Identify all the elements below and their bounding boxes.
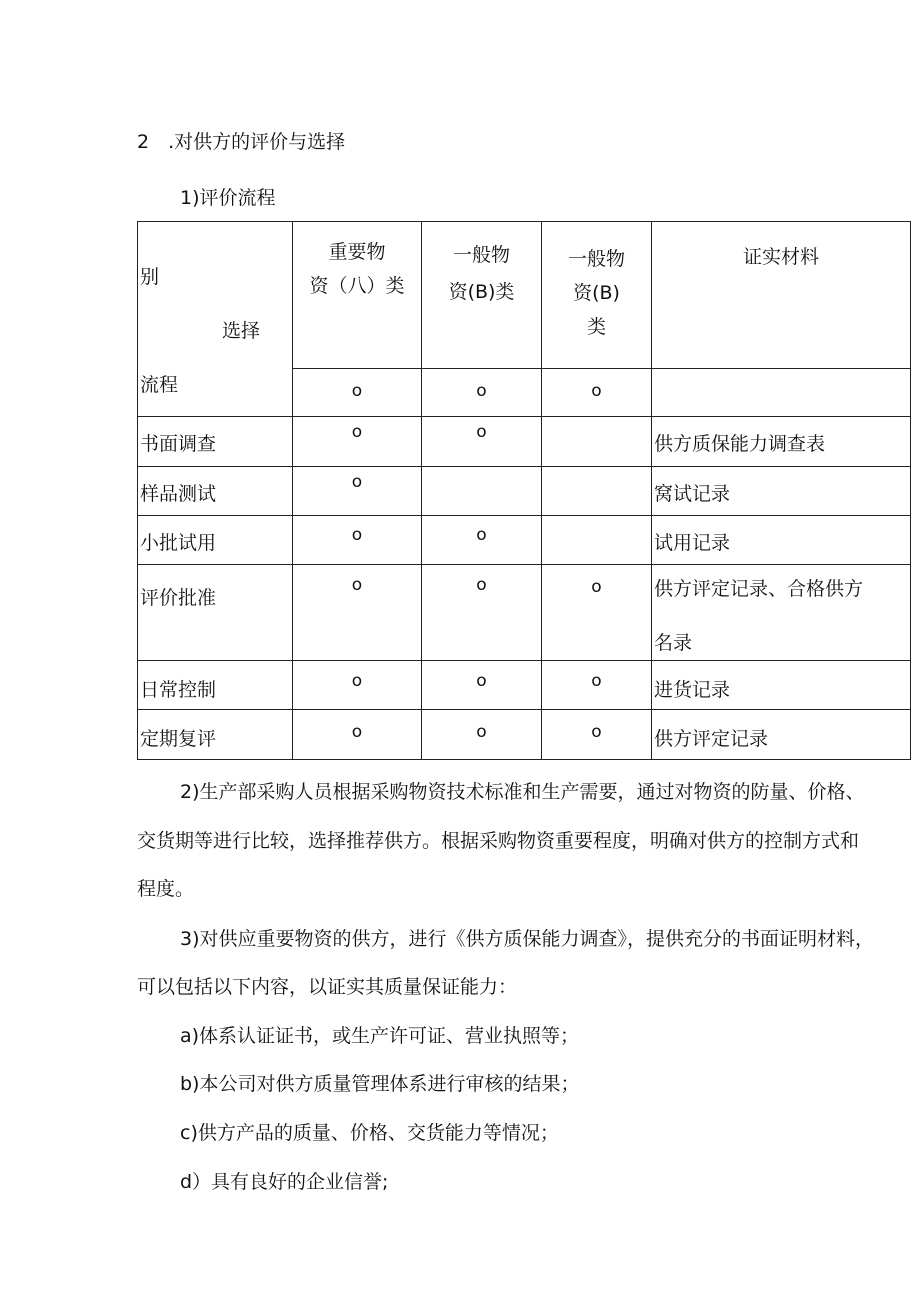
corner-top-label: 别 bbox=[140, 266, 160, 288]
table-cell bbox=[542, 516, 652, 565]
section-heading: 2 .对供方的评价与选择 bbox=[137, 131, 346, 153]
row-label-cell bbox=[138, 565, 293, 661]
col-header-line: 资(B) bbox=[573, 282, 620, 304]
table-cell bbox=[542, 565, 652, 661]
col-header-line: 类 bbox=[586, 316, 606, 338]
row-label: 书面调查 bbox=[140, 433, 217, 455]
table-cell bbox=[422, 516, 542, 565]
table-cell bbox=[293, 565, 422, 661]
evidence-cell bbox=[652, 661, 911, 710]
row-label-cell bbox=[138, 661, 293, 710]
table-cell bbox=[293, 516, 422, 565]
row-label-cell bbox=[138, 467, 293, 516]
col-header-line: 重要物 bbox=[328, 241, 386, 263]
table-cell bbox=[422, 661, 542, 710]
evidence-text: 供方评定记录、合格供方 bbox=[654, 578, 864, 600]
row-label-cell bbox=[138, 417, 293, 467]
list-item: b)本公司对供方质量管理体系进行审核的结果； bbox=[180, 1073, 580, 1095]
evidence-cell bbox=[652, 516, 911, 565]
table-row bbox=[138, 661, 911, 710]
evaluation-process-table bbox=[137, 221, 911, 760]
evidence-cell bbox=[652, 710, 911, 760]
row-label: 小批试用 bbox=[140, 532, 217, 554]
row-label: 样品测试 bbox=[140, 483, 217, 505]
check-mark: o bbox=[351, 525, 363, 545]
evidence-cell bbox=[652, 565, 911, 661]
table-cell bbox=[422, 368, 542, 416]
evidence-text: 窝试记录 bbox=[654, 483, 731, 505]
table-cell bbox=[293, 417, 422, 467]
table-row bbox=[138, 516, 911, 565]
list-item: c)供方产品的质量、价格、交货能力等情况； bbox=[180, 1122, 559, 1144]
list-item: d）具有良好的企业信誉; bbox=[180, 1171, 389, 1193]
table-cell bbox=[542, 710, 652, 760]
table-row bbox=[138, 417, 911, 467]
check-mark: o bbox=[351, 671, 363, 691]
check-mark: o bbox=[476, 525, 487, 545]
col-header-general-2 bbox=[542, 222, 652, 369]
check-mark: o bbox=[591, 380, 602, 401]
evidence-text: 试用记录 bbox=[654, 532, 731, 554]
col-header-line: 资（八）类 bbox=[309, 275, 405, 297]
paragraph-3-line-2: 可以包括以下内容，以证实其质量保证能力： bbox=[137, 976, 518, 998]
corner-mid-label: 选择 bbox=[222, 320, 261, 342]
table-row bbox=[138, 710, 911, 760]
evidence-text: 名录 bbox=[654, 632, 693, 654]
table-header-row bbox=[138, 222, 911, 369]
check-mark: o bbox=[591, 577, 602, 597]
paragraph-2-line-3: 程度。 bbox=[137, 878, 195, 900]
evidence-cell bbox=[652, 467, 911, 516]
check-mark: o bbox=[351, 380, 363, 401]
col-header-general-1 bbox=[422, 222, 542, 369]
row-label-cell bbox=[138, 516, 293, 565]
row-label: 日常控制 bbox=[140, 679, 217, 701]
table-cell bbox=[542, 417, 652, 467]
evidence-text: 供方质保能力调查表 bbox=[654, 433, 826, 455]
col-header-line: 证实材料 bbox=[742, 246, 819, 268]
check-mark: o bbox=[351, 722, 363, 742]
list-item: a)体系认证证书，或生产许可证、营业执照等； bbox=[180, 1025, 580, 1047]
check-mark: o bbox=[591, 722, 602, 742]
row-label: 评价批准 bbox=[140, 587, 217, 609]
table-cell bbox=[422, 417, 542, 467]
col-header-important bbox=[293, 222, 422, 369]
table-cell bbox=[422, 710, 542, 760]
row-label-cell bbox=[138, 710, 293, 760]
table-cell bbox=[542, 661, 652, 710]
table-cell bbox=[542, 467, 652, 516]
check-mark: o bbox=[351, 422, 363, 442]
check-mark: o bbox=[476, 722, 487, 742]
table-row bbox=[138, 467, 911, 516]
table-cell bbox=[422, 467, 542, 516]
table-cell bbox=[542, 368, 652, 416]
check-mark: o bbox=[591, 671, 602, 691]
col-header-evidence bbox=[652, 222, 911, 369]
corner-cell bbox=[138, 222, 293, 417]
table-row bbox=[138, 565, 911, 661]
table-cell bbox=[293, 467, 422, 516]
table-cell bbox=[422, 565, 542, 661]
check-mark: o bbox=[476, 422, 487, 442]
evidence-cell bbox=[652, 417, 911, 467]
check-mark: o bbox=[476, 575, 487, 595]
paragraph-2-line-1: 2)生产部采购人员根据采购物资技术标准和生产需要，通过对物资的防量、价格、 bbox=[180, 781, 865, 803]
col-header-line: 一般物 bbox=[567, 248, 625, 270]
row-label: 定期复评 bbox=[140, 728, 217, 750]
check-mark: o bbox=[476, 380, 487, 401]
table-cell bbox=[293, 661, 422, 710]
evidence-text: 供方评定记录 bbox=[654, 728, 769, 750]
paragraph-2-line-2: 交货期等进行比较，选择推荐供方。根据采购物资重要程度，明确对供方的控制方式和 bbox=[137, 830, 860, 852]
evidence-text: 进货记录 bbox=[654, 679, 731, 701]
check-mark: o bbox=[476, 671, 487, 691]
col-header-line: 资(B)类 bbox=[448, 281, 515, 303]
table-cell bbox=[293, 368, 422, 416]
subheading-evaluation-process: 1)评价流程 bbox=[180, 187, 276, 209]
table-cell bbox=[652, 368, 911, 416]
check-mark: o bbox=[351, 472, 363, 492]
paragraph-3-line-1: 3)对供应重要物资的供方，进行《供方质保能力调查》，提供充分的书面证明材料， bbox=[180, 928, 875, 950]
col-header-line: 一般物 bbox=[452, 244, 510, 266]
table-cell bbox=[293, 710, 422, 760]
corner-bottom-label: 流程 bbox=[140, 374, 179, 396]
check-mark: o bbox=[351, 575, 363, 595]
